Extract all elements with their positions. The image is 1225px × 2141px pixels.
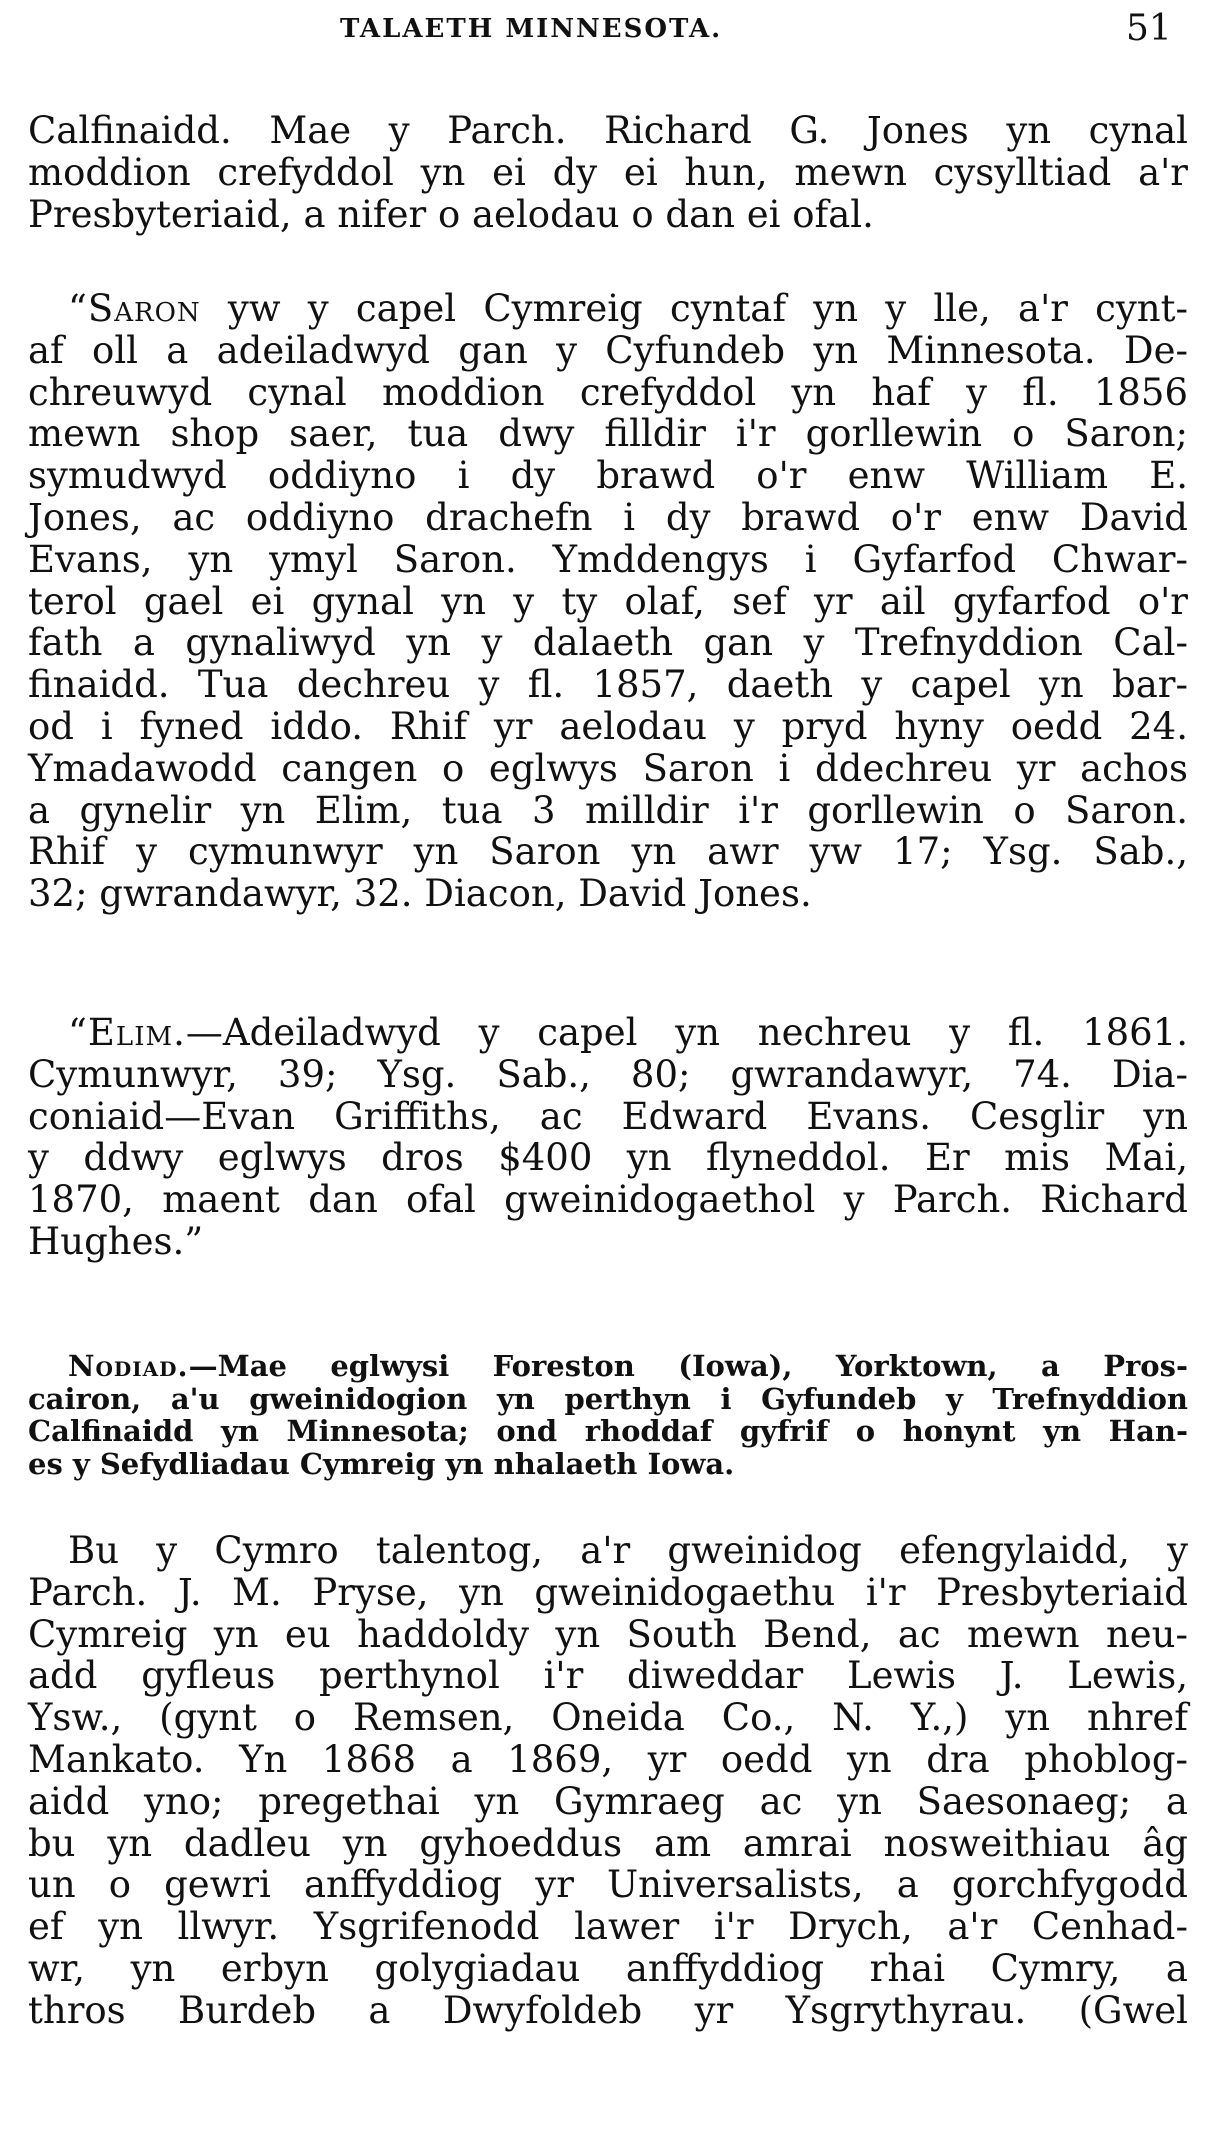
text-line [28, 1350, 1188, 1383]
paragraph-saron [28, 288, 1188, 915]
text-line: Calfinaidd yn Minnesota; ond rhoddaf gyfrif o honynt yn Han- [28, 1414, 1188, 1448]
paragraph-pryse [28, 1530, 1188, 2032]
text-line: finaidd. Tua dechreu y fl. 1857, daeth y capel yn bar- [28, 663, 1188, 707]
text-line: symudwyd oddiyno i dy brawd o'r enw William E. [28, 454, 1188, 498]
text-line: Jones, ac oddiyno drachefn i dy brawd o'r enw David [28, 495, 1188, 539]
text-line: af oll a adeiladwyd gan y Cyfundeb yn Minnesota. De- [28, 328, 1188, 372]
text-line: chreuwyd cynal moddion crefyddol yn haf y fl. 1856 [28, 370, 1188, 414]
note-nodiad [28, 1350, 1188, 1480]
text-line: thros Burdeb a Dwyfoldeb yr Ysgrythyrau. (Gwel [28, 1988, 1188, 2032]
text-line: Hughes.” [28, 1219, 204, 1263]
section-lead-elim: “Elim. [68, 1011, 186, 1054]
text-line: bu yn dadleu yn gyhoeddus am amrai nosweithiau âg [28, 1821, 1188, 1865]
text-line [28, 288, 1188, 330]
text-line: 32; gwrandawyr, 32. Diacon, David Jones. [28, 872, 812, 916]
text-line: Evans, yn ymyl Saron. Ymddengys i Gyfarfod Chwar- [28, 537, 1188, 581]
text-line: fath a gynaliwyd yn y dalaeth gan y Trefnyddion Cal- [28, 621, 1188, 665]
text-line: y ddwy eglwys dros $400 yn flyneddol. Er mis Mai, [28, 1136, 1188, 1180]
text-line: ef yn llwyr. Ysgrifenodd lawer i'r Drych, a'r Cenhad- [28, 1905, 1188, 1949]
text-line: cairon, a'u gweinidogion yn perthyn i Gyfundeb y Trefnyddion [28, 1381, 1188, 1416]
text-line: terol gael ei gynal yn y ty olaf, sef yr ail gyfarfod o'r [28, 579, 1188, 623]
text-line: mewn shop saer, tua dwy filldir i'r gorllewin o Saron; [28, 412, 1188, 456]
text-line: un o gewri anffyddiog yr Universalists, a gorchfygodd [28, 1863, 1188, 1907]
text-line: Ysw., (gynt o Remsen, Oneida Co., N. Y.,) yn nhref [28, 1696, 1188, 1740]
text-line: Calfinaidd. Mae y Parch. Richard G. Jones yn cynal [28, 109, 1188, 152]
text-line-rest: —Adeiladwyd y capel yn nechreu y fl. 1861. [185, 1011, 1188, 1054]
section-lead-saron: “Saron [68, 287, 201, 330]
text-line: a gynelir yn Elim, tua 3 milldir i'r gorllewin o Saron. [28, 788, 1188, 832]
text-line: aidd yno; pregethai yn Gymraeg ac yn Saesonaeg; a [28, 1779, 1188, 1823]
text-line: Ymadawodd cangen o eglwys Saron i ddechreu yr achos [28, 746, 1188, 790]
text-line: Presbyteriaid, a nifer o aelodau o dan ei ofal. [28, 192, 874, 236]
page-number: 51 [1126, 8, 1172, 49]
note-lead: Nodiad. [68, 1349, 189, 1383]
text-line: add gyfleus perthynol i'r diweddar Lewis J. Lewis, [28, 1654, 1188, 1698]
text-line: Rhif y cymunwyr yn Saron yn awr yw 17; Ysg. Sab., [28, 830, 1188, 874]
paragraph-elim [28, 1012, 1188, 1263]
text-line [28, 1012, 1188, 1054]
text-line-rest: yw y capel Cymreig cyntaf yn y lle, a'r cynt- [200, 287, 1188, 330]
text-line: 1870, maent dan ofal gweinidogaethol y Parch. Richard [28, 1178, 1188, 1222]
running-title: TALAETH MINNESOTA. [340, 14, 723, 44]
text-line-rest: —Mae eglwysi Foreston (Iowa), Yorktown, a Pros- [188, 1349, 1188, 1383]
text-line: Bu y Cymro talentog, a'r gweinidog efengylaidd, y [68, 1529, 1188, 1572]
text-line: coniaid—Evan Griffiths, ac Edward Evans. Cesglir yn [28, 1094, 1188, 1138]
text-line: moddion crefyddol yn ei dy ei hun, mewn cysylltiad a'r [28, 150, 1188, 194]
text-line: Mankato. Yn 1868 a 1869, yr oedd yn dra phoblog- [28, 1737, 1188, 1781]
text-line: Parch. J. M. Pryse, yn gweinidogaethu i'r Presbyteriaid [28, 1570, 1188, 1614]
text-line: wr, yn erbyn golygiadau anffyddiog rhai Cymry, a [28, 1946, 1188, 1990]
running-head [0, 8, 1225, 58]
text-line: Cymreig yn eu haddoldy yn South Bend, ac mewn neu- [28, 1612, 1188, 1656]
text-line: od i fyned iddo. Rhif yr aelodau y pryd hyny oedd 24. [28, 704, 1188, 748]
text-line: Cymunwyr, 39; Ysg. Sab., 80; gwrandawyr, 74. Dia- [28, 1052, 1188, 1096]
paragraph-richard-jones [28, 110, 1188, 235]
text-line: es y Sefydliadau Cymreig yn nhalaeth Iowa. [28, 1446, 735, 1481]
